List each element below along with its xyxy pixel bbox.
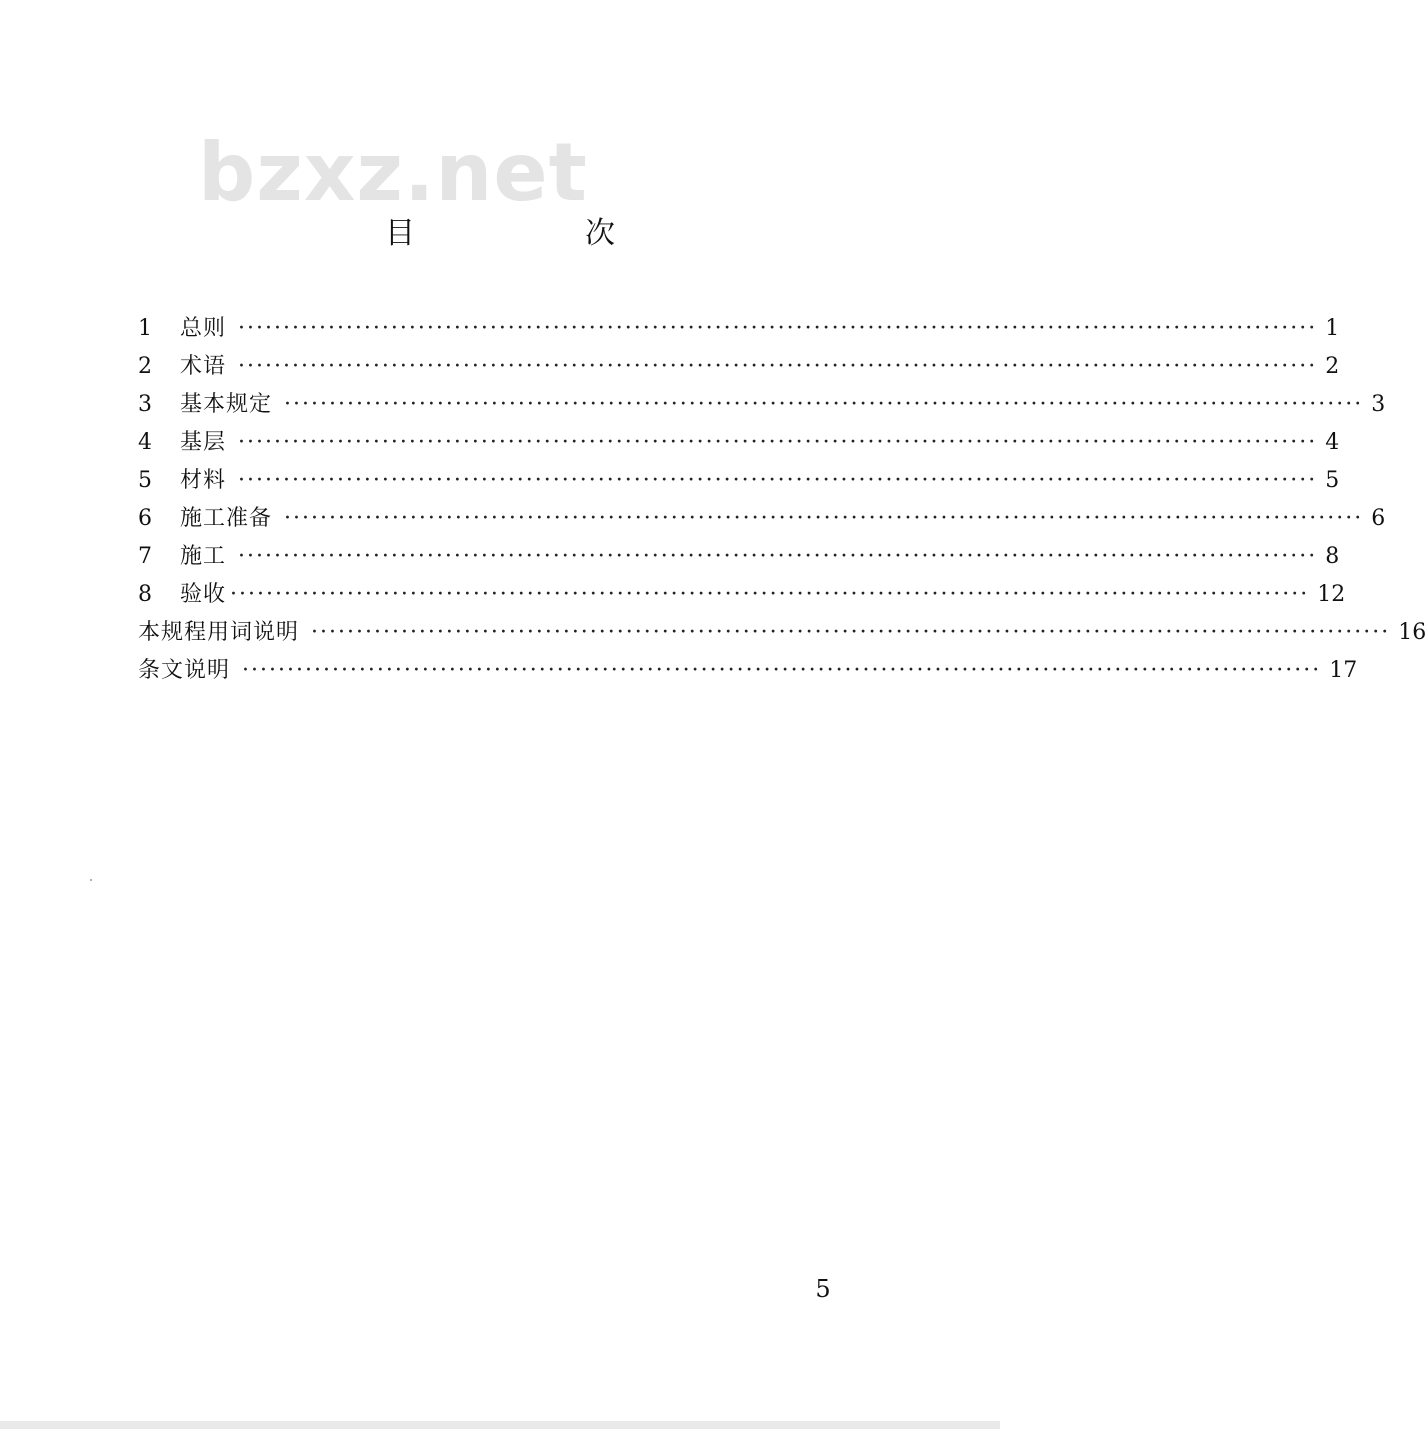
toc-entry[interactable]	[138, 538, 1340, 576]
watermark: bzxz.net	[198, 126, 588, 219]
toc-entry-label: 材料	[180, 468, 227, 493]
toc-leader-dots: ························································································································	[230, 582, 1310, 607]
toc-entry-page: 12	[1317, 582, 1346, 607]
page-bottom-edge	[0, 1421, 1000, 1429]
toc-entry-page: 3	[1371, 392, 1386, 417]
toc-entry-label: 条文说明	[138, 658, 231, 683]
toc-entry-label: 总则	[180, 316, 227, 341]
toc-entry-label: 术语	[180, 354, 227, 379]
toc-entry[interactable]	[138, 500, 1386, 538]
toc-entry-label: 基层	[180, 430, 227, 455]
toc-leader-dots: ························································································································	[238, 354, 1318, 379]
toc-entry-number: 8	[138, 582, 152, 607]
scan-speck	[90, 879, 92, 881]
toc-leader-dots: ························································································································	[238, 468, 1318, 493]
toc-entry[interactable]	[138, 424, 1340, 462]
toc-entry-page: 16	[1398, 620, 1426, 645]
toc-entry-number: 4	[138, 430, 152, 455]
toc-entry-page: 6	[1371, 506, 1386, 531]
toc-leader-dots: ························································································································	[284, 392, 1364, 417]
page-number: 5	[815, 1275, 831, 1303]
toc-entry-label: 基本规定	[180, 392, 273, 417]
toc-entry-label: 施工	[180, 544, 227, 569]
toc-leader-dots: ························································································································	[311, 620, 1391, 645]
toc-entry-page: 5	[1325, 468, 1340, 493]
toc-entry-page: 1	[1325, 316, 1340, 341]
toc-entry[interactable]	[138, 576, 1346, 614]
toc-entry-number: 6	[138, 506, 152, 531]
toc-entry[interactable]	[138, 348, 1340, 386]
toc-entry-label: 本规程用词说明	[138, 620, 300, 645]
toc-entry[interactable]	[138, 310, 1340, 348]
toc-entry-page: 2	[1325, 354, 1340, 379]
toc-leader-dots: ························································································································	[238, 544, 1318, 569]
toc-entry-number: 2	[138, 354, 152, 379]
toc-entry[interactable]	[138, 652, 1358, 690]
toc-leader-dots: ························································································································	[284, 506, 1364, 531]
toc-leader-dots: ························································································································	[238, 430, 1318, 455]
table-of-contents	[138, 310, 1426, 690]
toc-entry[interactable]	[138, 462, 1340, 500]
toc-entry-number: 3	[138, 392, 152, 417]
toc-leader-dots: ························································································································	[242, 658, 1322, 683]
toc-leader-dots: ························································································································	[238, 316, 1318, 341]
toc-entry-number: 5	[138, 468, 152, 493]
toc-entry-label: 验收	[180, 582, 227, 607]
toc-entry[interactable]	[138, 386, 1386, 424]
toc-entry-number: 1	[138, 316, 152, 341]
page-title: 目 次	[385, 216, 685, 251]
toc-entry-page: 8	[1325, 544, 1340, 569]
toc-entry-page: 17	[1329, 658, 1358, 683]
toc-entry-page: 4	[1325, 430, 1340, 455]
toc-entry-label: 施工准备	[180, 506, 273, 531]
toc-entry[interactable]	[138, 614, 1426, 652]
toc-entry-number: 7	[138, 544, 152, 569]
